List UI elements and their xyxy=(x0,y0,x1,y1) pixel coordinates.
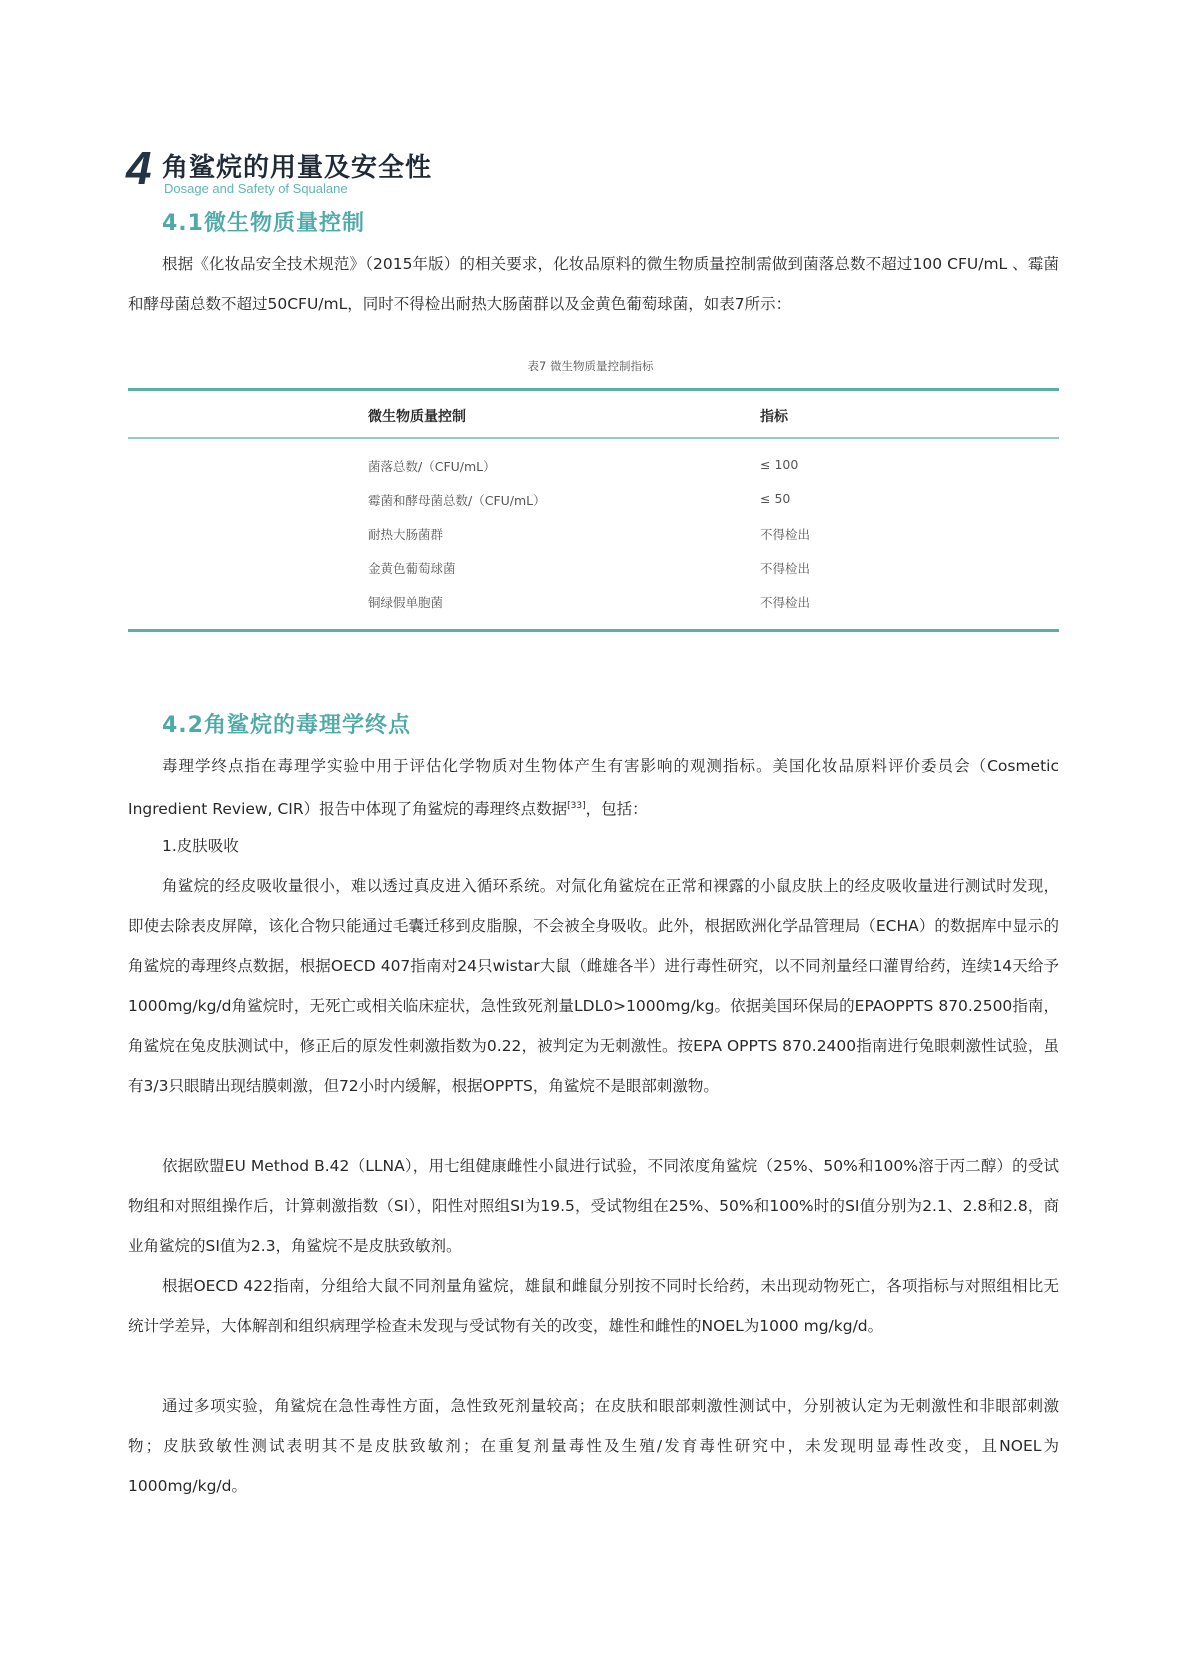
paragraph-toxicology-intro: 毒理学终点指在毒理学实验中用于评估化学物质对生物体产生有害影响的观测指标。美国化妆品原料评价委员会（Cosmetic Ingredient Review, CIR）报告中体现了角鲨烷的毒理终点数据[33]，包括： xyxy=(128,757,1059,819)
chapter-title: 角鲨烷的用量及安全性 xyxy=(162,153,433,183)
table-cell: 不得检出 xyxy=(760,595,811,610)
table-cell: 菌落总数/（CFU/mL） xyxy=(368,459,496,474)
paragraph-llna: 依据欧盟EU Method B.42（LLNA），用七组健康雌性小鼠进行试验，不同浓度角鲨烷（25%、50%和100%溶于丙二醇）的受试物组和对照组操作后，计算刺激指数（SI），阳性对照组SI为19.5，受试物组在25%、50%和100%时的SI值分别为2.1、2.8和2.8，商业角鲨烷的SI值为2.3，角鲨烷不是皮肤致敏剂。 xyxy=(128,1157,1059,1255)
paragraph-microbial: 根据《化妆品安全技术规范》（2015年版）的相关要求，化妆品原料的微生物质量控制需做到菌落总数不超过100 CFU/mL 、霉菌和酵母菌总数不超过50CFU/mL，同时不得检出耐热大肠菌群以及金黄色葡萄球菌，如表7所示： xyxy=(128,255,1059,313)
table-cell: 不得检出 xyxy=(760,527,811,542)
table-row xyxy=(128,517,1059,551)
chapter-subtitle: Dosage and Safety of Squalane xyxy=(164,181,348,196)
section-title-toxicology: 4.2角鲨烷的毒理学终点 xyxy=(162,713,411,738)
table-row xyxy=(128,551,1059,585)
table-cell: 耐热大肠菌群 xyxy=(368,527,444,542)
table-header-cell: 微生物质量控制 xyxy=(368,409,466,425)
table-caption: 表7 微生物质量控制指标 xyxy=(527,359,654,373)
section-title-microbial: 4.1微生物质量控制 xyxy=(162,211,365,236)
chapter-number: 4 xyxy=(126,142,152,194)
table-cell: 金黄色葡萄球菌 xyxy=(368,561,456,576)
subheading-skin-absorption: 1.皮肤吸收 xyxy=(162,837,239,855)
table-cell: ≤ 50 xyxy=(760,491,791,506)
table-cell: 铜绿假单胞菌 xyxy=(368,595,444,610)
table-cell: ≤ 100 xyxy=(760,457,799,472)
table-row xyxy=(128,585,1059,619)
paragraph-oecd422: 根据OECD 422指南，分组给大鼠不同剂量角鲨烷，雄鼠和雌鼠分别按不同时长给药，未出现动物死亡，各项指标与对照组相比无统计学差异，大体解剖和组织病理学检查未发现与受试物有关的改变，雄性和雌性的NOEL为1000 mg/kg/d。 xyxy=(128,1277,1059,1335)
table-header-cell: 指标 xyxy=(760,409,788,425)
table-bottom-rule xyxy=(128,629,1059,632)
table-row xyxy=(128,449,1059,483)
paragraph-summary: 通过多项实验，角鲨烷在急性毒性方面，急性致死剂量较高；在皮肤和眼部刺激性测试中，分别被认定为无刺激性和非眼部刺激物；皮肤致敏性测试表明其不是皮肤致敏剂；在重复剂量毒性及生殖/发育毒性研究中，未发现明显毒性改变，且NOEL为1000mg/kg/d。 xyxy=(128,1397,1059,1495)
table-cell: 霉菌和酵母菌总数/（CFU/mL） xyxy=(368,493,546,508)
table-cell: 不得检出 xyxy=(760,561,811,576)
paragraph-skin-absorption: 角鲨烷的经皮吸收量很小，难以透过真皮进入循环系统。对氚化角鲨烷在正常和裸露的小鼠皮肤上的经皮吸收量进行测试时发现，即使去除表皮屏障，该化合物只能通过毛囊迁移到皮脂腺，不会被全身吸收。此外，根据欧洲化学品管理局（ECHA）的数据库中显示的角鲨烷的毒理终点数据，根据OECD 407指南对24只wistar大鼠（雌雄各半）进行毒性研究，以不同剂量经口灌胃给药，连续14天给予1000mg/kg/d角鲨烷时，无死亡或相关临床症状，急性致死剂量LDL0>1000mg/kg。依据美国环保局的EPAOPPTS 870.2500指南，角鲨烷在兔皮肤测试中，修正后的原发性刺激指数为0.22，被判定为无刺激性。按EPA OPPTS 870.2400指南进行兔眼刺激性试验，虽有3/3只眼睛出现结膜刺激，但72小时内缓解，根据OPPTS，角鲨烷不是眼部刺激物。 xyxy=(128,877,1059,1095)
table-header-row xyxy=(128,391,1059,437)
microbial-table xyxy=(128,388,1059,632)
table-row xyxy=(128,483,1059,517)
citation-ref: [33] xyxy=(567,801,586,811)
